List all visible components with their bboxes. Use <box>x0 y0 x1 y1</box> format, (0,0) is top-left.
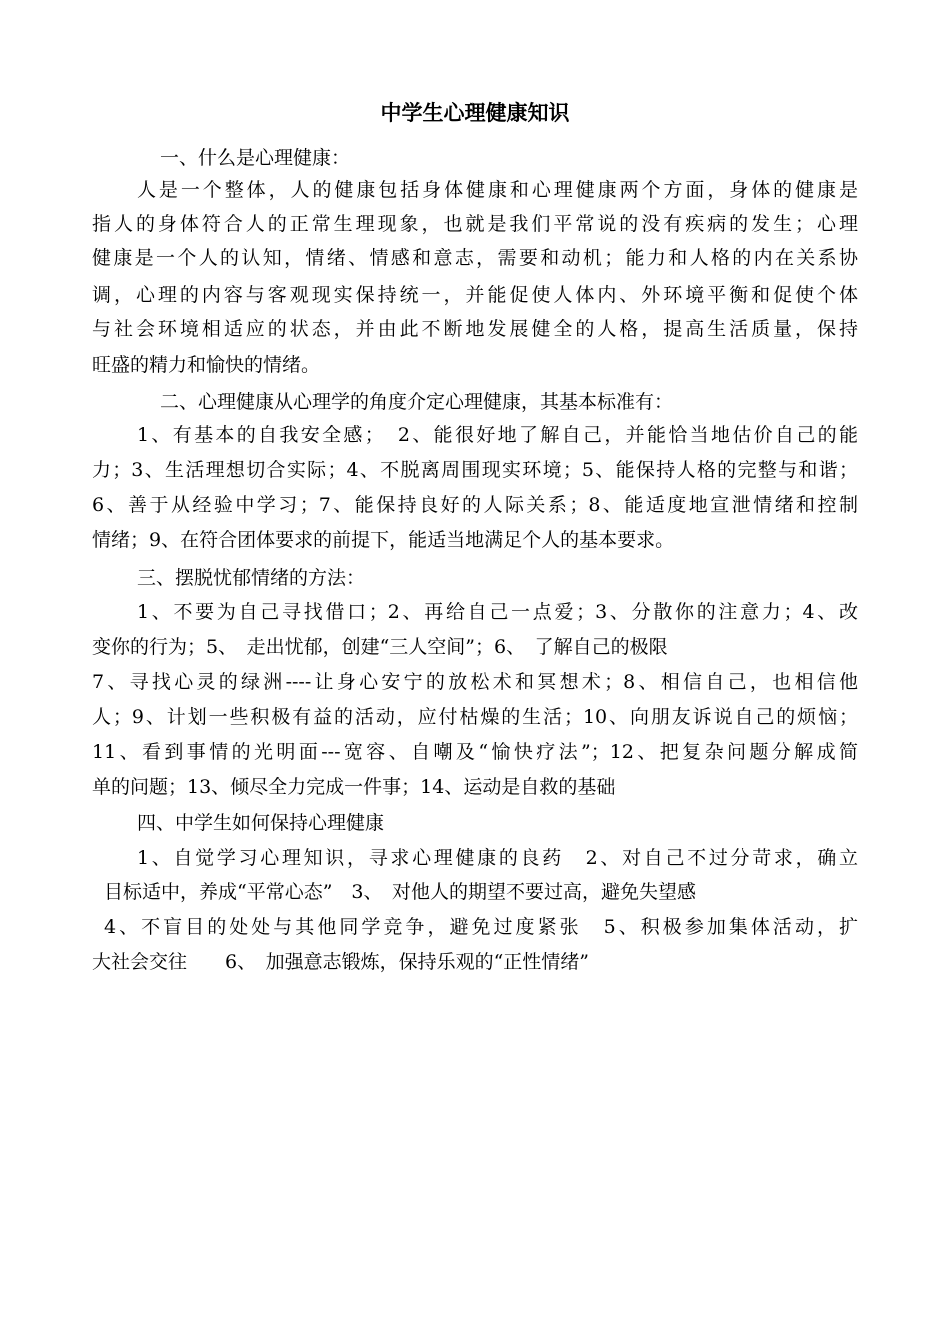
section1-line: 旺盛的精力和愉快的情绪。 <box>92 354 321 376</box>
section4-line: 大社会交往 6、 加强意志锻炼，保持乐观的“正性情绪” <box>92 951 590 973</box>
section2-line: 1、有基本的自我安全感； 2、能很好地了解自己，并能恰当地估价自己的能 <box>137 424 858 446</box>
section3-line: 1、不要为自己寻找借口；2、再给自己一点爱；3、分散你的注意力；4、改 <box>137 601 858 623</box>
section1-heading: 一、什么是心理健康： <box>160 147 351 169</box>
section2-line: 力；3、生活理想切合实际；4、不脱离周围现实环境；5、能保持人格的完整与和谐； <box>92 459 858 481</box>
section3-line: 单的问题；13、倾尽全力完成一件事；14、运动是自救的基础 <box>92 776 616 798</box>
section1-line: 人是一个整体，人的健康包括身体健康和心理健康两个方面，身体的健康是 <box>137 179 858 201</box>
section1-line: 与社会环境相适应的状态，并由此不断地发展健全的人格，提高生活质量，保持 <box>92 318 858 340</box>
section2-heading: 二、心理健康从心理学的角度介定心理健康，其基本标准有： <box>160 391 674 413</box>
section1-line: 调，心理的内容与客观现实保持统一，并能促使人体内、外环境平衡和促使个体 <box>92 284 858 306</box>
section4-line: 4、不盲目的处处与其他同学竞争，避免过度紧张 5、积极参加集体活动，扩 <box>104 916 858 938</box>
document-title: 中学生心理健康知识 <box>380 100 570 125</box>
section2-line: 6、善于从经验中学习；7、能保持良好的人际关系；8、能适度地宣泄情绪和控制 <box>92 494 858 516</box>
section1-line: 健康是一个人的认知，情绪、情感和意志，需要和动机；能力和人格的内在关系协 <box>92 247 858 269</box>
section4-line: 1、自觉学习心理知识，寻求心理健康的良药 2、对自己不过分苛求，确立 <box>137 847 858 869</box>
section4-line: 目标适中，养成“平常心态” 3、 对他人的期望不要过高，避免失望感 <box>104 881 697 903</box>
section1-line: 指人的身体符合人的正常生理现象，也就是我们平常说的没有疾病的发生；心理 <box>92 213 858 235</box>
section2-line: 情绪；9、在符合团体要求的前提下，能适当地满足个人的基本要求。 <box>92 529 675 551</box>
section3-line: 11、看到事情的光明面---宽容、自嘲及“愉快疗法”；12、把复杂问题分解成简 <box>92 741 858 763</box>
section3-line: 变你的行为；5、 走出忧郁，创建“三人空间”；6、 了解自己的极限 <box>92 636 668 658</box>
section4-heading: 四、中学生如何保持心理健康 <box>137 812 385 834</box>
section3-line: 7、寻找心灵的绿洲----让身心安宁的放松术和冥想术；8、相信自己，也相信他 <box>92 671 858 693</box>
section3-line: 人；9、计划一些积极有益的活动，应付枯燥的生活；10、向朋友诉说自己的烦恼； <box>92 706 858 728</box>
section3-heading: 三、摆脱忧郁情绪的方法： <box>137 567 366 589</box>
